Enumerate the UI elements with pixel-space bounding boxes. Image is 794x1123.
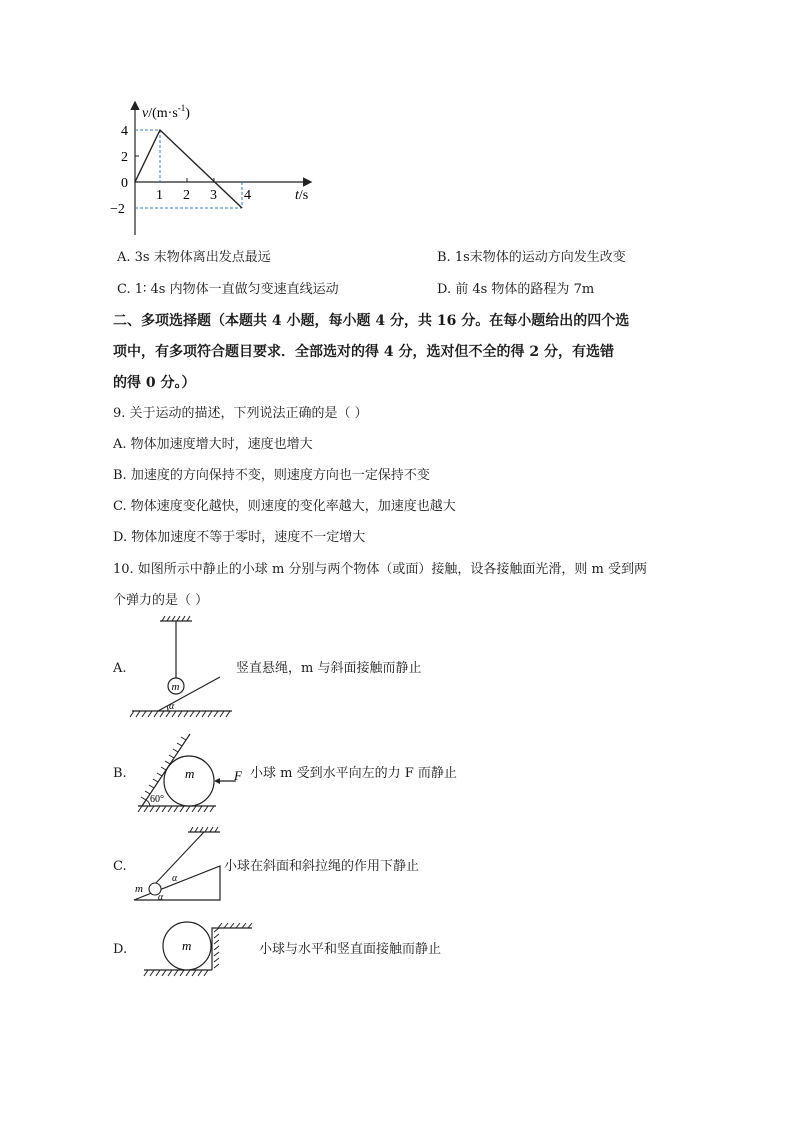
- svg-text:m: m: [182, 938, 192, 953]
- q9-option-a: A. 物体加速度增大时，速度也增大: [113, 437, 313, 452]
- q10-option-d-letter: D.: [113, 942, 128, 957]
- q10-stem-line2: 个弹力的是（ ）: [113, 593, 209, 608]
- svg-text:m: m: [171, 681, 180, 693]
- q10-option-b-letter: B.: [113, 766, 127, 781]
- svg-text:α: α: [158, 892, 164, 903]
- q9-stem: 9. 关于运动的描述，下列说法正确的是（ ）: [113, 406, 368, 421]
- q9-option-b: B. 加速度的方向保持不变，则速度方向也一定保持不变: [113, 468, 430, 483]
- x-tick-label: 4: [244, 188, 251, 203]
- section-heading-line1: 二、多项选择题（本题共 4 小题，每小题 4 分，共 16 分。在每小题给出的四个选: [113, 313, 630, 329]
- figure-a-hanging-ball-on-slope: [128, 615, 238, 720]
- figure-b-ball-against-wall-with-force: [132, 728, 252, 816]
- svg-text:α: α: [169, 701, 175, 712]
- q10-option-b-description: 小球 m 受到水平向左的力 F 而静止: [250, 766, 457, 781]
- section-heading-line3: 的得 0 分。）: [113, 375, 196, 391]
- q9-option-d: D. 物体加速度不等于零时，速度不一定增大: [113, 530, 366, 545]
- x-tick-label: 1: [156, 188, 163, 203]
- figure-c-ball-on-wedge-with-rope: [130, 826, 230, 906]
- y-axis-title: $v/(m\cdot s^{-1})$: [142, 103, 190, 121]
- y-tick-label: −2: [110, 202, 125, 217]
- q10-option-d-description: 小球与水平和竖直面接触而静止: [259, 942, 442, 957]
- y-tick-label: 0: [121, 176, 128, 191]
- figure-d-ball-in-corner: [138, 918, 258, 980]
- svg-text:m: m: [135, 883, 143, 895]
- q10-stem-line1: 10. 如图所示中静止的小球 m 分别与两个物体（或面）接触，设各接触面光滑，则 m 受到两: [113, 562, 647, 577]
- q10-option-c-letter: C.: [113, 859, 127, 874]
- section-heading-line2: 项中，有多项符合题目要求．全部选对的得 4 分，选对但不全的得 2 分，有选错: [113, 344, 614, 360]
- y-tick-label: 4: [121, 124, 128, 139]
- x-tick-label: 3: [210, 188, 217, 203]
- q10-option-c-description: 小球在斜面和斜拉绳的作用下静止: [224, 859, 420, 874]
- option-d: D. 前 4s 物体的路程为 7m: [437, 282, 595, 297]
- svg-text:m: m: [185, 766, 195, 781]
- x-tick-label: 2: [183, 188, 190, 203]
- velocity-time-graph: [110, 95, 330, 245]
- option-b: B. 1s末物体的运动方向发生改变: [437, 250, 626, 265]
- option-c: C. 1∶ 4s 内物体一直做匀变速直线运动: [117, 282, 339, 297]
- svg-text:F: F: [234, 768, 242, 783]
- svg-text:60°: 60°: [150, 794, 164, 805]
- svg-text:α: α: [172, 873, 178, 884]
- option-a: A. 3s 末物体离出发点最远: [117, 250, 271, 265]
- q10-option-a-letter: A.: [113, 661, 127, 676]
- q9-option-c: C. 物体速度变化越快，则速度的变化率越大，加速度也越大: [113, 499, 456, 514]
- y-tick-label: 2: [121, 150, 128, 165]
- x-axis-title: t/s: [295, 188, 309, 203]
- q10-option-a-description: 竖直悬绳，m 与斜面接触而静止: [236, 661, 422, 676]
